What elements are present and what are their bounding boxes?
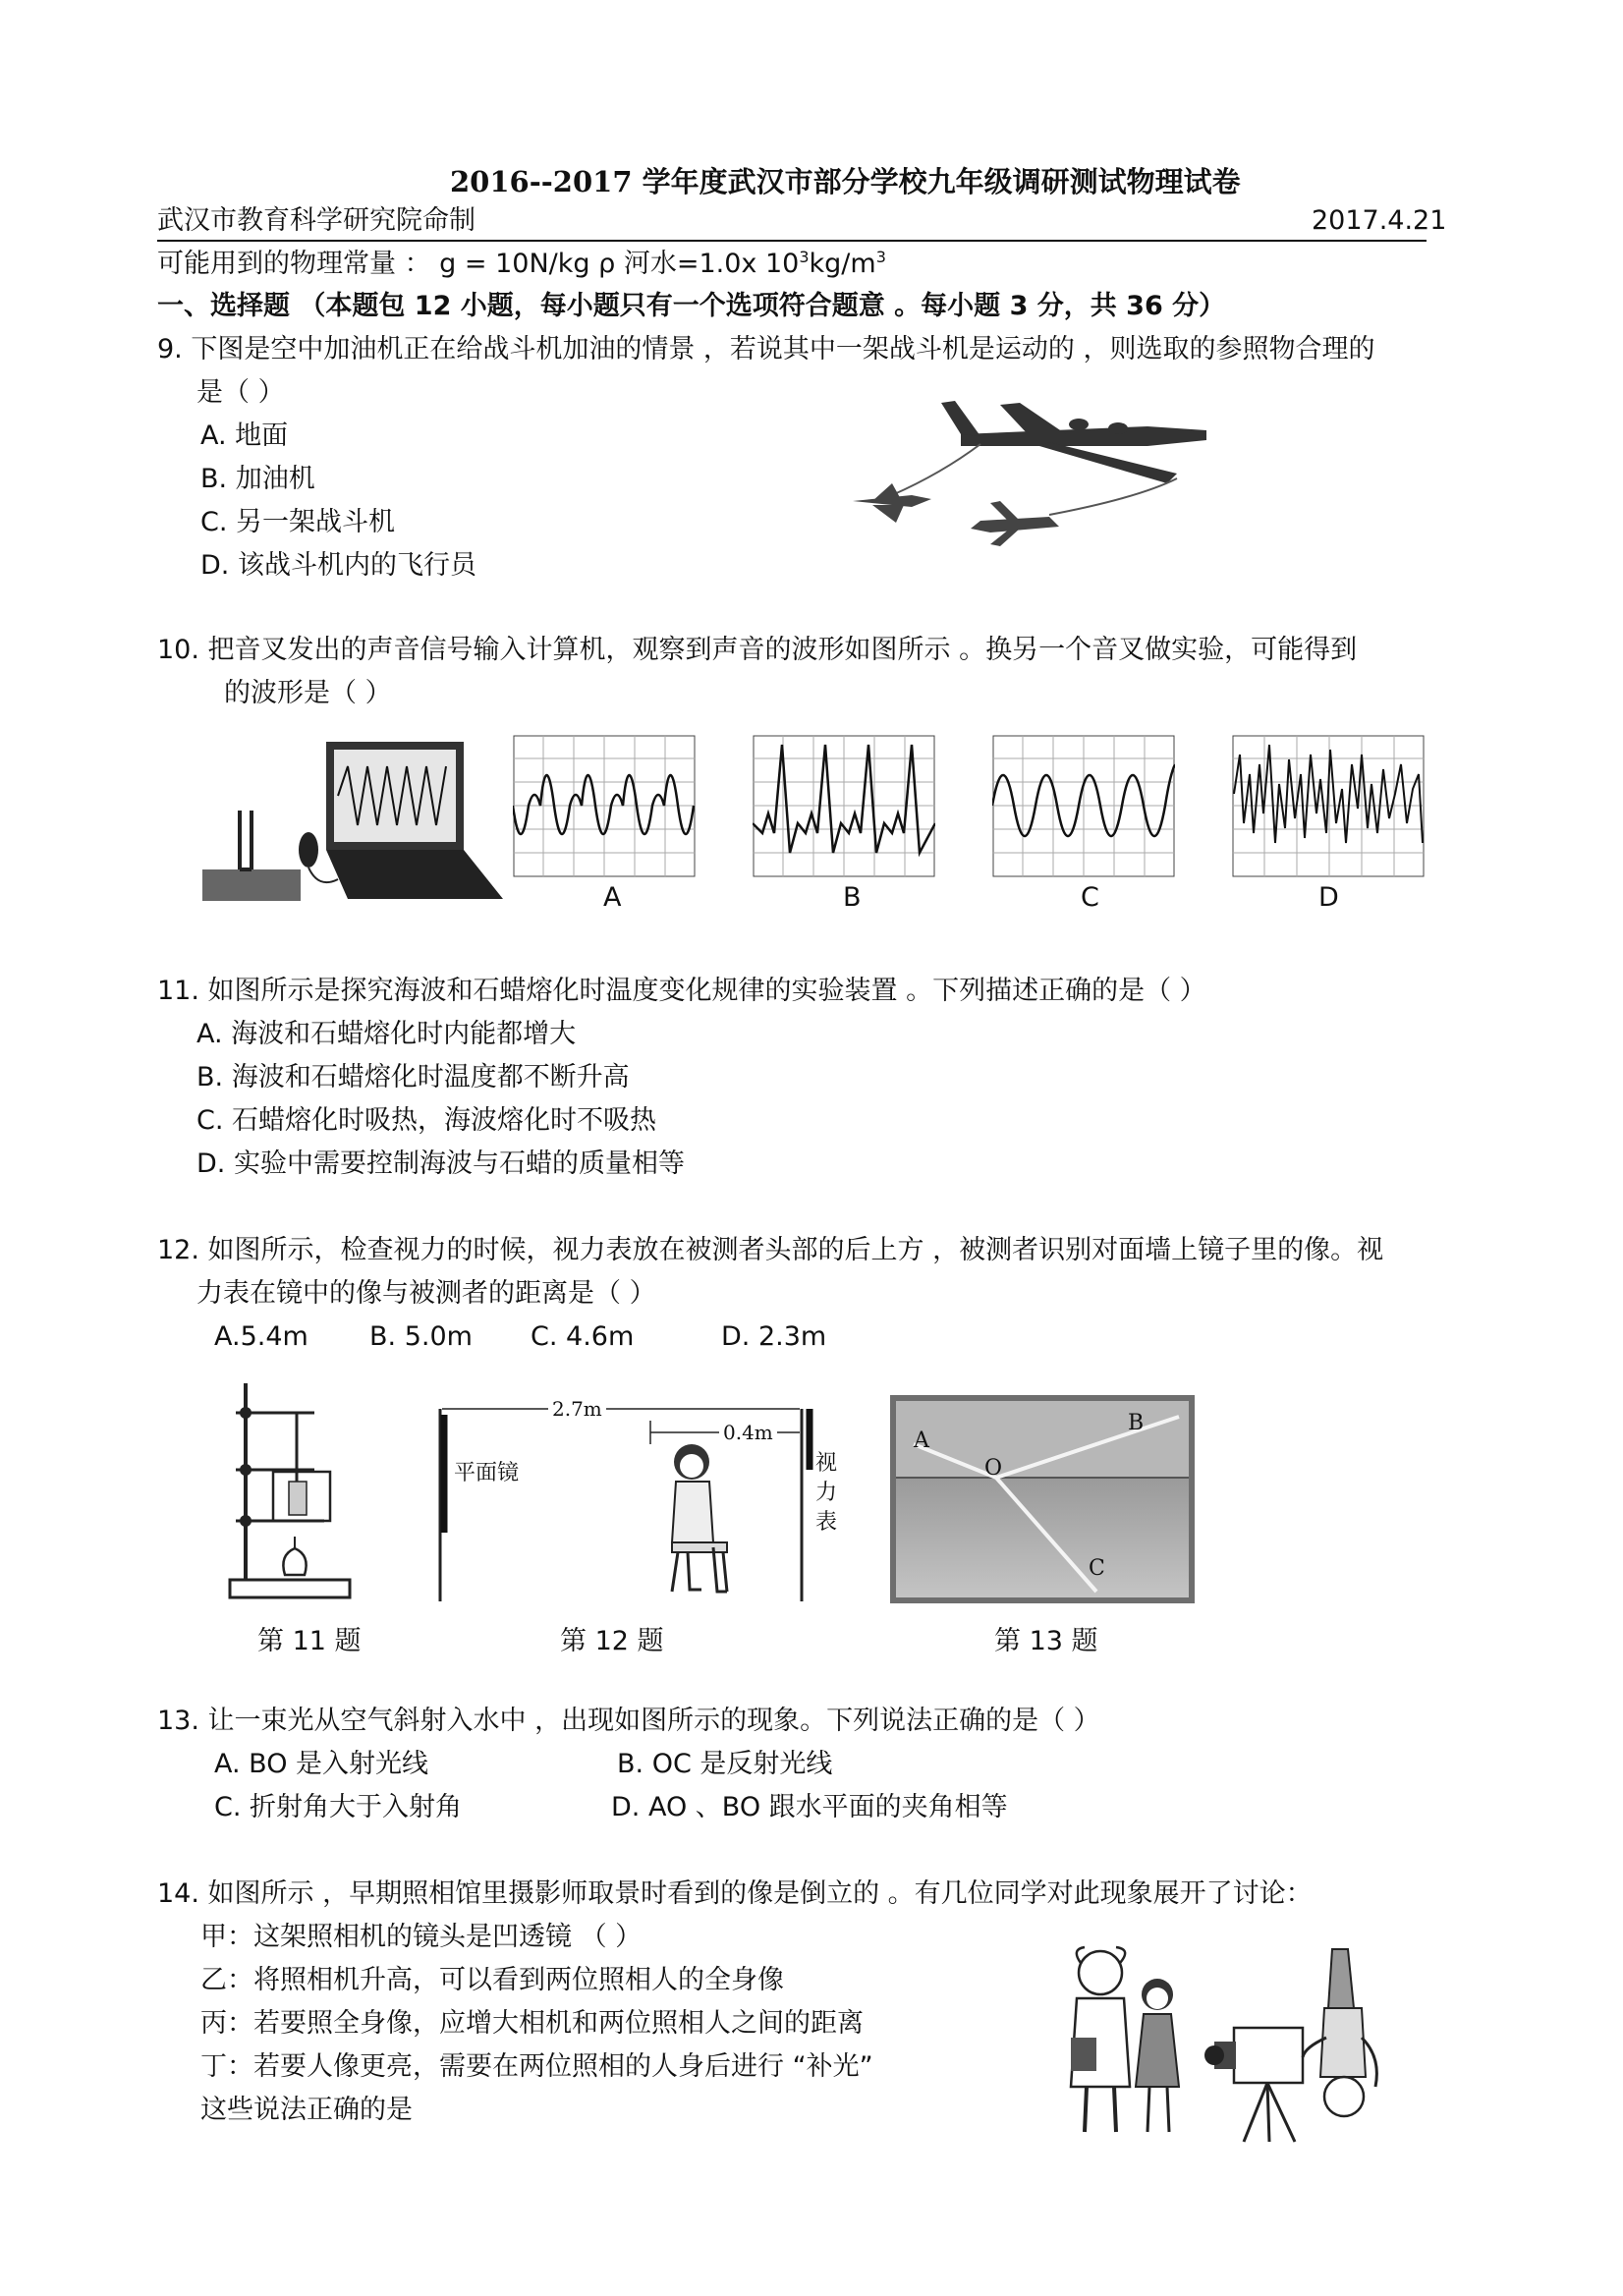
waveform-b-label: B <box>843 882 862 913</box>
q11-option-d: D. 实验中需要控制海波与石蜡的质量相等 <box>196 1148 685 1179</box>
q12-option-b: B. 5.0m <box>369 1321 473 1352</box>
q13-option-d: D. AO 、BO 跟水平面的夹角相等 <box>611 1792 1008 1822</box>
q13-option-c: C. 折射角大于入射角 <box>214 1792 463 1822</box>
waveform-d <box>1232 735 1425 877</box>
q10-stem-line2: 的波形是（ ） <box>224 678 392 708</box>
q14-line-bing: 丙：若要照全身像，应增大相机和两位照相人之间的距离 <box>200 2008 864 2039</box>
dist-label-0-4m: 0.4m <box>719 1421 777 1444</box>
q9-option-a: A. 地面 <box>200 420 289 451</box>
waveform-b <box>753 735 935 877</box>
constants-prefix: 可能用到的物理常量 ： g = 10N/kg ρ 河水=1.0x 10 <box>157 249 800 279</box>
q13-stem: 13. 让一束光从空气斜射入水中 ，出现如图所示的现象。下列说法正确的是（ ） <box>157 1706 1100 1736</box>
ray-label-b: B <box>1128 1411 1145 1435</box>
caption-q12: 第 12 题 <box>560 1626 664 1656</box>
q14-line-yi: 乙：将照相机升高，可以看到两位照相人的全身像 <box>200 1965 784 1995</box>
caption-q13: 第 13 题 <box>994 1626 1098 1656</box>
q12-option-d: D. 2.3m <box>721 1321 827 1352</box>
q9-stem-line1: 9. 下图是空中加油机正在给战斗机加油的情景 ，若说其中一架战斗机是运动的 ，则选取的参照物合理的 <box>157 334 1375 364</box>
q12-stem-line1: 12. 如图所示，检查视力的时候，视力表放在被测者头部的后上方 ，被测者识别对面墙上镜子里的像。视 <box>157 1235 1384 1265</box>
q9-stem-line2: 是（ ） <box>196 377 285 408</box>
page-title: 2016--2017 学年度武汉市部分学校九年级调研测试物理试卷 <box>450 165 1241 198</box>
waveform-a-label: A <box>603 882 622 913</box>
tuning-fork-computer-figure <box>200 732 505 904</box>
q11-stem: 11. 如图所示是探究海波和石蜡熔化时温度变化规律的实验装置 。下列描述正确的是（ ） <box>157 976 1206 1006</box>
q9-option-c: C. 另一架战斗机 <box>200 507 396 537</box>
ray-label-o: O <box>984 1456 1003 1481</box>
exam-date: 2017.4.21 <box>1312 205 1447 236</box>
refraction-tank-figure <box>890 1395 1195 1603</box>
melting-apparatus-figure <box>226 1373 354 1601</box>
constants-exp2: 3 <box>875 248 886 266</box>
q10-stem-line1: 10. 把音叉发出的声音信号输入计算机，观察到声音的波形如图所示 。换另一个音叉做实验，可能得到 <box>157 635 1358 665</box>
q14-line-which: 这些说法正确的是 <box>200 2095 413 2125</box>
physical-constants <box>157 248 886 281</box>
q11-option-b: B. 海波和石蜡熔化时温度都不断升高 <box>196 1062 630 1092</box>
caption-q11: 第 11 题 <box>257 1626 362 1656</box>
q12-stem-line2: 力表在镜中的像与被测者的距离是（ ） <box>196 1278 656 1309</box>
q14-line-jia: 甲：这架照相机的镜头是凹透镜 （ ） <box>200 1922 643 1952</box>
dist-label-2-7m: 2.7m <box>548 1397 606 1421</box>
waveform-a <box>513 735 696 877</box>
ray-label-c: C <box>1089 1556 1105 1581</box>
constants-mid: kg/m <box>809 249 876 279</box>
waveform-c <box>992 735 1175 877</box>
q13-option-a: A. BO 是入射光线 <box>214 1749 429 1779</box>
eye-chart-label-3: 表 <box>815 1510 838 1535</box>
q9-option-d: D. 该战斗机内的飞行员 <box>200 550 476 581</box>
q11-option-c: C. 石蜡熔化时吸热，海波熔化时不吸热 <box>196 1105 657 1136</box>
section-heading: 一、选择题 （本题包 12 小题，每小题只有一个选项符合题意 。每小题 3 分，共 36 分） <box>157 291 1226 321</box>
q13-option-b: B. OC 是反射光线 <box>617 1749 833 1779</box>
q12-option-a: A.5.4m <box>214 1321 308 1352</box>
eye-chart-label-2: 力 <box>815 1481 838 1505</box>
q14-stem: 14. 如图所示 ，早期照相馆里摄影师取景时看到的像是倒立的 。有几位同学对此现象展开了讨论： <box>157 1878 1313 1909</box>
header-rule <box>157 240 1427 242</box>
q11-option-a: A. 海波和石蜡熔化时内能都增大 <box>196 1019 577 1049</box>
eye-chart-label-1: 视 <box>815 1451 838 1476</box>
issuer: 武汉市教育科学研究院命制 <box>157 205 476 236</box>
waveform-c-label: C <box>1081 882 1099 913</box>
camera-scene-figure <box>1041 1939 1395 2146</box>
ray-label-a: A <box>914 1428 929 1453</box>
refueling-aircraft-figure <box>853 385 1267 552</box>
q12-option-c: C. 4.6m <box>531 1321 635 1352</box>
q14-line-ding: 丁：若要人像更亮，需要在两位照相的人身后进行 “补光” <box>200 2051 873 2082</box>
q9-option-b: B. 加油机 <box>200 464 315 494</box>
mirror-label: 平面镜 <box>454 1461 520 1485</box>
constants-exp1: 3 <box>799 248 810 266</box>
waveform-d-label: D <box>1318 882 1339 913</box>
